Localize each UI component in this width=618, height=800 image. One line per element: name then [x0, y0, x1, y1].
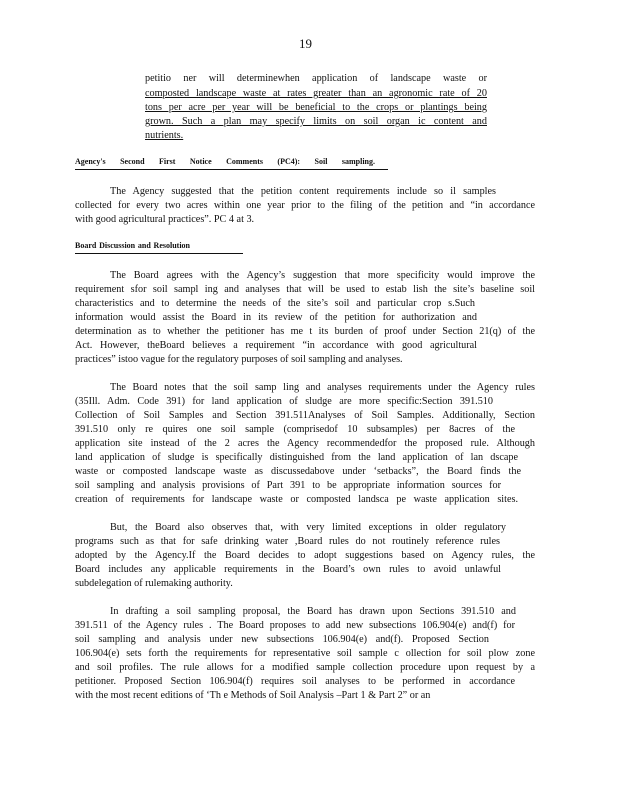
paragraph-line: with good agricultural practices”. PC 4 at 3. — [75, 214, 255, 225]
paragraph-line: Board includes any applicable requirements in the Board’s own rules to avoid unlawful — [75, 564, 501, 575]
page-number: 19 — [299, 36, 312, 51]
paragraph-line: Collection of Soil Samples and Section 391.511Analyses of Soil Samples. Additionally, Section — [75, 410, 535, 421]
indented-line: nutrients. — [145, 130, 184, 141]
paragraph-line: 391.510 only re quires one soil sample (comprisedof 10 subsamples) per 8acres of the — [75, 424, 515, 435]
paragraph-line: But, the Board also observes that, with very limited exceptions in older regulatory — [110, 522, 506, 533]
paragraph-line: In drafting a soil sampling proposal, the Board has drawn upon Sections 391.510 and — [110, 606, 516, 617]
indented-line: petitio ner will determinewhen application of landscape waste or — [145, 73, 487, 84]
indented-line: composted landscape waste at rates greater than an agronomic rate of 20 — [145, 88, 487, 99]
paragraph-line: The Agency suggested that the petition content requirements include so il samples — [110, 186, 496, 197]
paragraph-line: 106.904(e) sets forth the requirements for representative soil sample c ollection for soil plow zone — [75, 648, 535, 659]
paragraph-line: information would assist the Board in its review of the petition for authorization and — [75, 312, 477, 323]
paragraph-line: The Board agrees with the Agency’s suggestion that more specificity would improve the — [110, 270, 535, 281]
paragraph-line: collected for every two acres within one year prior to the filing of the petition and “in accordance — [75, 200, 535, 211]
paragraph-line: petitioner. Proposed Section 106.904(f) requires soil analyses to be performed in accordance — [75, 676, 515, 687]
paragraph-line: land application of sludge is specifically distinguished from the land application of lan dscape — [75, 452, 518, 463]
paragraph-line: and soil profiles. The rule allows for a modified sample collection procedure upon request by a — [75, 662, 535, 673]
paragraph-line: The Board notes that the soil samp ling and analyses requirements under the Agency rules — [110, 382, 535, 393]
paragraph-line: adopted by the Agency.If the Board decides to adopt suggestions based on Agency rules, the — [75, 550, 535, 561]
indented-line: tons per acre per year will be beneficial to the crops or plantings being — [145, 102, 487, 113]
paragraph-line: with the most recent editions of ‘Th e Methods of Soil Analysis –Part 1 & Part 2” or an — [75, 690, 431, 701]
paragraph-line: practices” istoo vague for the regulatory purposes of soil sampling and analyses. — [75, 354, 403, 365]
heading-underline — [75, 169, 388, 170]
paragraph-line: Act. However, theBoard believes a requirement “in accordance with good agricultural — [75, 340, 477, 351]
section-heading: Board Discussion and Resolution — [75, 241, 190, 250]
section-heading: Agency's Second First Notice Comments (PC4): Soil sampling. — [75, 157, 375, 166]
indented-line: grown. Such a plan may specify limits on soil organ ic content and — [145, 116, 487, 127]
paragraph-line: programs such as that for safe drinking water ,Board rules do not routinely reference rules — [75, 536, 500, 547]
paragraph-line: soil sampling and analysis under new subsections 106.904(e) and(f). Proposed Section — [75, 634, 489, 645]
paragraph-line: characteristics and to determine the needs of the site’s soil and particular crop s.Such — [75, 298, 475, 309]
paragraph-line: application site instead of the 2 acres the Agency recommendedfor the proposed rule. Although — [75, 438, 535, 449]
paragraph-line: 391.511 of the Agency rules . The Board proposes to add new subsections 106.904(e) and(f) for — [75, 620, 515, 631]
paragraph-line: creation of requirements for landscape waste or composted landsca pe waste application sites. — [75, 494, 518, 505]
paragraph-line: requirement sfor soil sampl ing and analyses that will be used to estab lish the site’s baseline soil — [75, 284, 535, 295]
paragraph-line: subdelegation of rulemaking authority. — [75, 578, 233, 589]
paragraph-line: (35Ill. Adm. Code 391) for land application of sludge are more specific:Section 391.510 — [75, 396, 493, 407]
heading-underline — [75, 253, 243, 254]
paragraph-line: soil sampling and analysis provisions of Part 391 to be appropriate information sources for — [75, 480, 501, 491]
paragraph-line: determination as to whether the petitioner has me t its burden of proof under Section 21(q) of the — [75, 326, 535, 337]
paragraph-line: waste or composted landscape waste as discussedabove under ‘setbacks”, the Board finds the — [75, 466, 521, 477]
